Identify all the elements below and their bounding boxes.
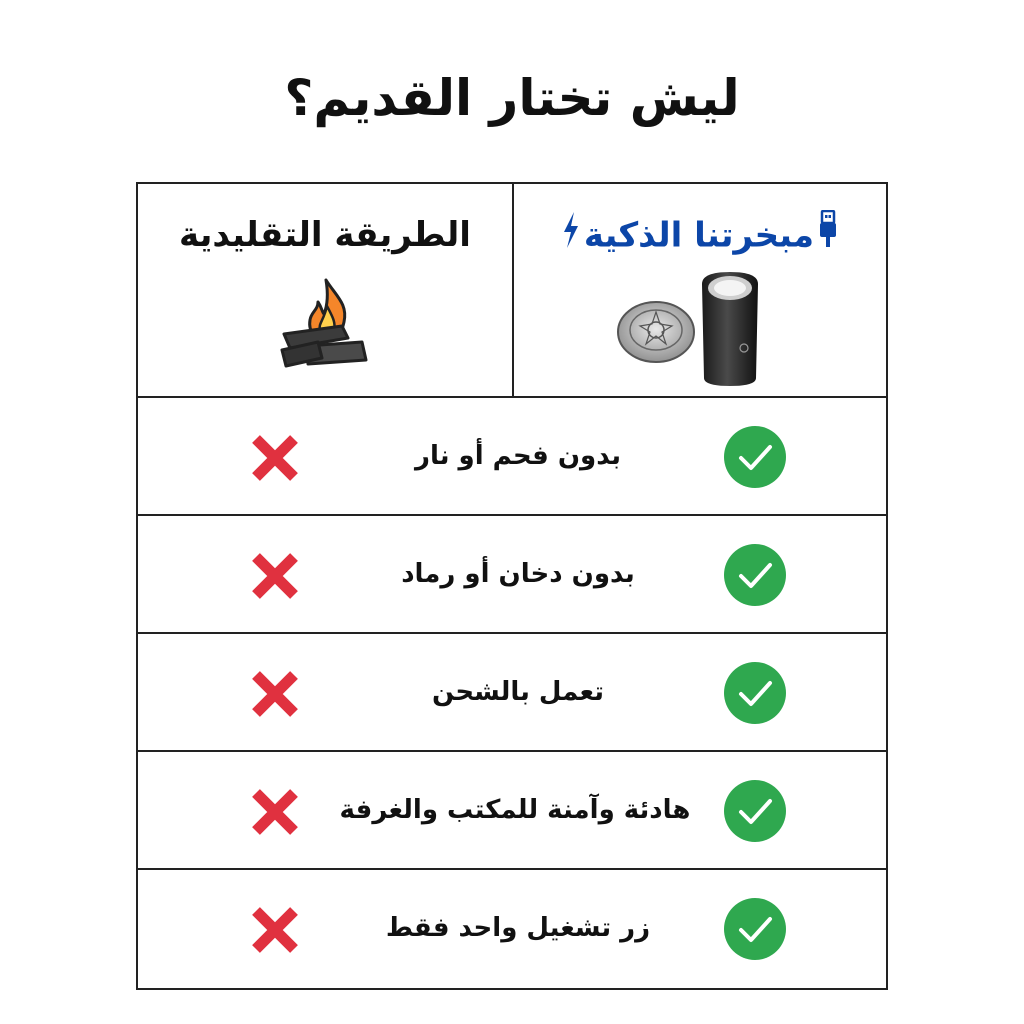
burning-charcoal-icon xyxy=(278,276,374,372)
check-icon xyxy=(724,662,786,724)
check-icon xyxy=(724,426,786,488)
table-row xyxy=(138,516,886,634)
traditional-title: الطريقة التقليدية xyxy=(179,215,471,255)
traditional-column-header xyxy=(138,184,512,396)
cross-icon xyxy=(248,667,302,721)
feature-label: زر تشغيل واحد فقط xyxy=(385,913,651,943)
cross-icon xyxy=(248,431,302,485)
check-icon xyxy=(724,898,786,960)
smart-burner-title: مبخرتنا الذكية xyxy=(583,215,815,256)
feature-label: بدون فحم أو نار xyxy=(414,441,621,471)
electric-incense-burner-image xyxy=(614,270,794,388)
comparison-table xyxy=(136,182,888,990)
usb-icon xyxy=(818,210,838,264)
table-row xyxy=(138,870,886,988)
table-row xyxy=(138,398,886,516)
smart-burner-column-header xyxy=(512,184,886,396)
table-row xyxy=(138,752,886,870)
lightning-icon xyxy=(562,211,580,263)
table-row xyxy=(138,634,886,752)
feature-label: هادئة وآمنة للمكتب والغرفة xyxy=(339,795,691,825)
cross-icon xyxy=(248,785,302,839)
check-icon xyxy=(724,544,786,606)
cross-icon xyxy=(248,903,302,957)
cross-icon xyxy=(248,549,302,603)
table-header xyxy=(138,184,886,398)
check-icon xyxy=(724,780,786,842)
page-title: ليش تختار القديم؟ xyxy=(284,69,740,127)
feature-label: بدون دخان أو رماد xyxy=(401,559,635,589)
feature-label: تعمل بالشحن xyxy=(431,677,604,707)
